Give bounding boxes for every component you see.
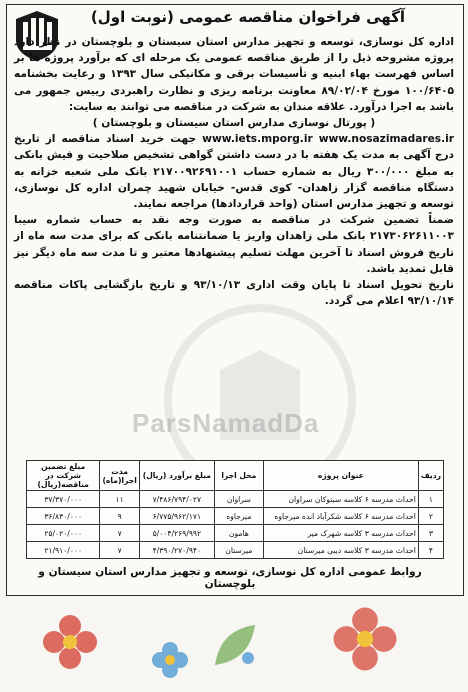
cell-estimate: ۶/۷۷۵/۹۶۲/۱۷۱ [139,508,214,525]
cell-guarantee: ۳۷/۳۷۰/۰۰۰ [27,491,100,508]
cell-project-name: احداث مدرسه ۶ کلاسه سبتوکان سراوان [263,491,418,508]
cell-row-number: ۲ [418,508,443,525]
ad-paragraph-guarantee: ضمناً تضمین شرکت در مناقصه به صورت وجه نقد به حساب شماره سیبا ۲۱۷۳۰۶۲۶۱۱۰۰۳ بانک ملی زاهدان واریز یا ضمانتنامه بانکی که برای مدت سه ماه از تاریخ فروش اسناد تا آخرین مهلت تسلیم پیشنهادها معتبر و تا مدت سه ماه دیگر نیز قابل تمدید باشد. [14,214,454,275]
header-guarantee: مبلغ تضمین شرکت در مناقصه(ریال) [27,461,100,491]
header-project-name: عنوان پروژه [263,461,418,491]
cell-estimate: ۷/۴۸۶/۷۹۴/۰۲۷ [139,491,214,508]
cell-duration: ۷ [100,525,139,542]
header-row-number: ردیف [418,461,443,491]
ad-footer: روابط عمومی اداره کل نوسازی، توسعه و تجهیز مدارس استان سیستان و بلوچستان [38,566,422,590]
cell-project-name: احداث مدرسه ۳ کلاسه دیبی میرستان [263,542,418,559]
table-row [27,491,444,508]
cell-place: میرستان [214,542,263,559]
projects-table [26,460,444,559]
cell-duration: ۱۱ [100,491,139,508]
cell-place: میرجاوه [214,508,263,525]
cell-guarantee: ۲۱/۹۱۰/۰۰۰ [27,542,100,559]
cell-row-number: ۳ [418,525,443,542]
cell-project-name: احداث مدرسه ۶ کلاسه شکرآباد انده میرجاوه [263,508,418,525]
header-place: محل اجرا [214,461,263,491]
cell-estimate: ۴/۳۹۰/۲۷۰/۹۴۰ [139,542,214,559]
cell-project-name: احداث مدرسه ۳ کلاسه شهرک میر [263,525,418,542]
decorative-flower-icon [330,604,400,674]
table-row [27,525,444,542]
cell-duration: ۷ [100,542,139,559]
ad-paragraph-portal: ( پورتال نوسازی مدارس استان سیستان و بلوچستان ) [92,117,376,130]
ad-body [14,34,454,309]
ad-title: آگهی فراخوان مناقصه عمومی (نوبت اول) [90,8,406,26]
ad-paragraph-dates: تاریخ تحویل اسناد تا پایان وقت اداری ۹۳/۱۰/۱۳ و تاریخ بازگشایی پاکات مناقصه ۹۳/۱۰/۱۴ اعلام می گردد. [14,279,454,308]
ad-paragraph-purchase: www.iets.mporg.ir www.nosazimadares.ir جهت خرید اسناد مناقصه از تاریخ درج آگهی به مدت یک هفته با در دست داشتن گواهی تشخیص صلاحیت و فیش بانکی به مبلغ ۳۰۰/۰۰۰ ریال به شماره حساب ۲۱۷۰۰۹۲۶۹۱۰۰۱ بانک ملی شعبه خزانه به دستگاه مناقصه گزار زاهدان- کوی قدس- خیابان شهید چمران اداره کل نوسازی، توسعه و تجهیز مدارس استان (واحد قراردادها) مراجعه نمایند. [14,133,454,211]
table-row [27,508,444,525]
ad-paragraph-intro: اداره کل نوسازی، توسعه و تجهیز مدارس استان سیستان و بلوچستان در نظر دارد پروژه مشروحه ذیل را از طریق مناقصه عمومی یک مرحله ای که برآورد پروژه ها بر اساس فهرست بهاء ابنیه و تأسیسات برقی و مکانیکی سال ۱۳۹۳ و رعایت بخشنامه ۱۰۰/۶۴۰۵ مورخ ۸۹/۰۲/۰۴ معاونت برنامه ریزی و نظارت راهبردی رییس جمهور می باشد به اجرا درآورد. علاقه مندان به شرکت در مناقصه می توانند به سایت: [14,36,455,113]
cell-duration: ۹ [100,508,139,525]
table-row [27,542,444,559]
cell-row-number: ۴ [418,542,443,559]
header-estimate: مبلغ برآورد (ریال) [139,461,214,491]
cell-estimate: ۵/۰۰۴/۲۶۹/۹۹۲ [139,525,214,542]
decorative-flower-icon [40,612,100,672]
cell-guarantee: ۳۶/۸۳۰/۰۰۰ [27,508,100,525]
cell-place: سراوان [214,491,263,508]
header-duration: مدت اجرا(ماه) [100,461,139,491]
cell-row-number: ۱ [418,491,443,508]
cell-guarantee: ۲۵/۰۲۰/۰۰۰ [27,525,100,542]
cell-place: هامون [214,525,263,542]
decorative-flower-icon [150,640,190,680]
table-header-row [27,461,444,491]
decorative-leaf-icon [210,620,260,670]
watermark-text: ParsNamadDa [132,408,320,438]
